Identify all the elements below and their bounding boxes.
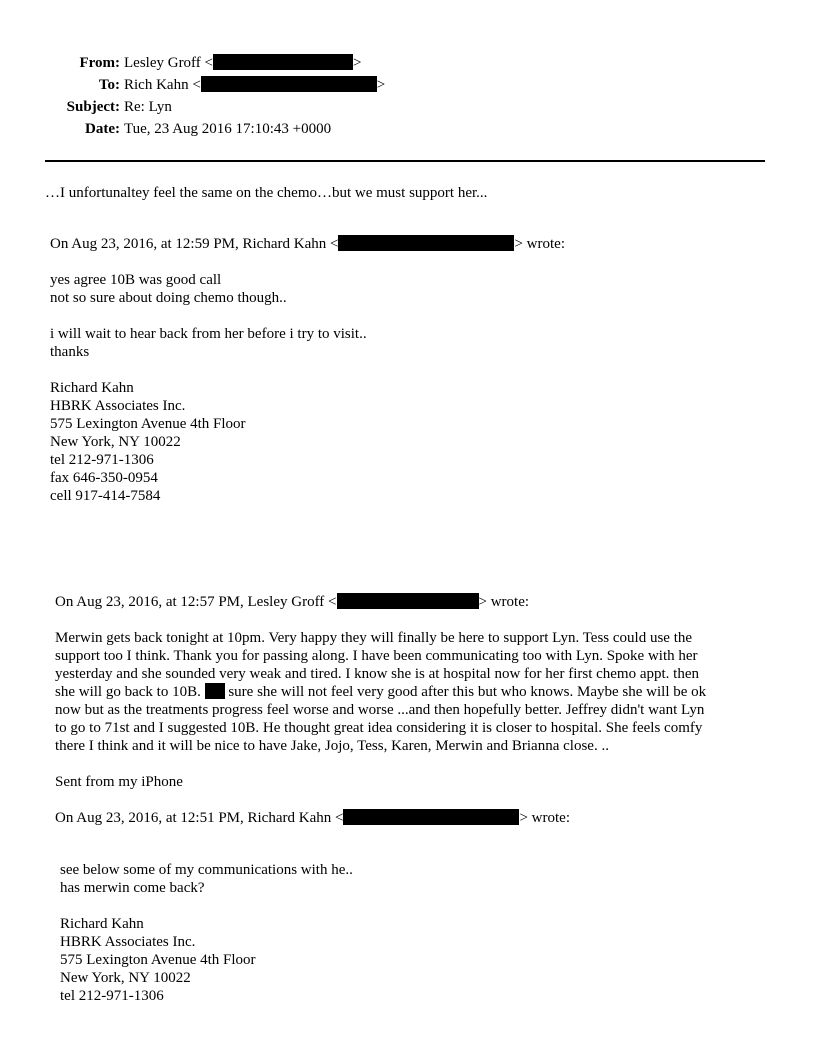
text-line: to go to 71st and I suggested 10B. He thought great idea considering it is closer to hospital. She feels comfy (55, 720, 703, 736)
quote1-attribution (50, 235, 565, 253)
text-line: there I think and it will be nice to have Jake, Jojo, Tess, Karen, Merwin and Brianna close. .. (55, 738, 609, 754)
signature-line: 575 Lexington Avenue 4th Floor (60, 952, 256, 968)
text-line: support too I think. Thank you for passing along. I have been communicating too with Lyn. Spoke with her (55, 648, 698, 664)
text-line (55, 683, 755, 701)
quote1-attribution-start: On Aug 23, 2016, at 12:59 PM, Richard Kahn < (50, 236, 339, 252)
redaction-block (337, 593, 479, 609)
text-line: thanks (50, 344, 90, 360)
date-value: Tue, 23 Aug 2016 17:10:43 +0000 (124, 121, 332, 137)
header-divider (45, 160, 765, 162)
quote1-text (50, 271, 750, 307)
text-segment: she will go back to 10B. (55, 684, 201, 700)
text-line: now but as the treatments progress feel worse and worse ...and then hopefully better. Jeffrey didn't want Lyn (55, 702, 705, 718)
redaction-block (343, 809, 519, 825)
quote2-attribution-start: On Aug 23, 2016, at 12:57 PM, Lesley Groff < (55, 594, 337, 610)
quote3-signature (60, 915, 760, 1005)
text-line: yesterday and she sounded very weak and tired. I know she is at hospital now for her first chemo appt. then (55, 666, 699, 682)
signature-line: Richard Kahn (50, 380, 134, 396)
date-label: Date: (85, 121, 120, 137)
signature-line: cell 917-414-7584 (50, 488, 161, 504)
from-close: > (353, 55, 362, 71)
quote1-text-2 (50, 325, 750, 361)
to-value (124, 76, 385, 94)
to-name: Rich Kahn < (124, 77, 201, 93)
text-segment: sure she will not feel very good after this but who knows. Maybe she will be ok (224, 684, 707, 700)
signature-line: HBRK Associates Inc. (50, 398, 186, 414)
text-line: has merwin come back? (60, 880, 205, 896)
quote1-signature (50, 379, 750, 505)
from-name: Lesley Groff < (124, 55, 213, 71)
text-line: yes agree 10B was good call (50, 272, 222, 288)
text-line: Merwin gets back tonight at 10pm. Very happy they will finally be here to support Lyn. Tess could use the (55, 630, 693, 646)
subject-value: Re: Lyn (124, 99, 172, 115)
to-close: > (376, 77, 386, 93)
redaction-block (213, 54, 353, 70)
to-label: To: (98, 77, 120, 93)
quote3-attribution-start: On Aug 23, 2016, at 12:51 PM, Richard Kahn < (55, 810, 344, 826)
subject-label: Subject: (66, 99, 120, 115)
signature-line: tel 212-971-1306 (50, 452, 154, 468)
signature-line: fax 646-350-0954 (50, 470, 158, 486)
text-line: i will wait to hear back from her before i try to visit.. (50, 326, 367, 342)
signature-line: tel 212-971-1306 (60, 988, 164, 1004)
signature-line: 575 Lexington Avenue 4th Floor (50, 416, 246, 432)
from-value (124, 54, 361, 72)
redaction-block (338, 235, 514, 251)
from-label: From: (79, 55, 120, 71)
quote3-text (60, 861, 760, 897)
redaction-block (205, 683, 225, 699)
text-line: see below some of my communications with he.. (60, 862, 353, 878)
signature-line: Richard Kahn (60, 916, 144, 932)
redaction-block (201, 76, 377, 92)
signature-line: New York, NY 10022 (60, 970, 191, 986)
opening-line: …I unfortunaltey feel the same on the chemo…but we must support her... (45, 185, 488, 201)
quote3-attribution (55, 809, 570, 827)
text-line: not so sure about doing chemo though.. (50, 290, 287, 306)
quote2-attribution-end: > wrote: (478, 594, 530, 610)
sent-from-line: Sent from my iPhone (55, 774, 183, 790)
signature-line: New York, NY 10022 (50, 434, 181, 450)
quote1-attribution-end: > wrote: (514, 236, 565, 252)
signature-line: HBRK Associates Inc. (60, 934, 196, 950)
quote3-attribution-end: > wrote: (519, 810, 570, 826)
quote2-attribution (55, 593, 529, 611)
quote2-paragraph (55, 629, 755, 755)
